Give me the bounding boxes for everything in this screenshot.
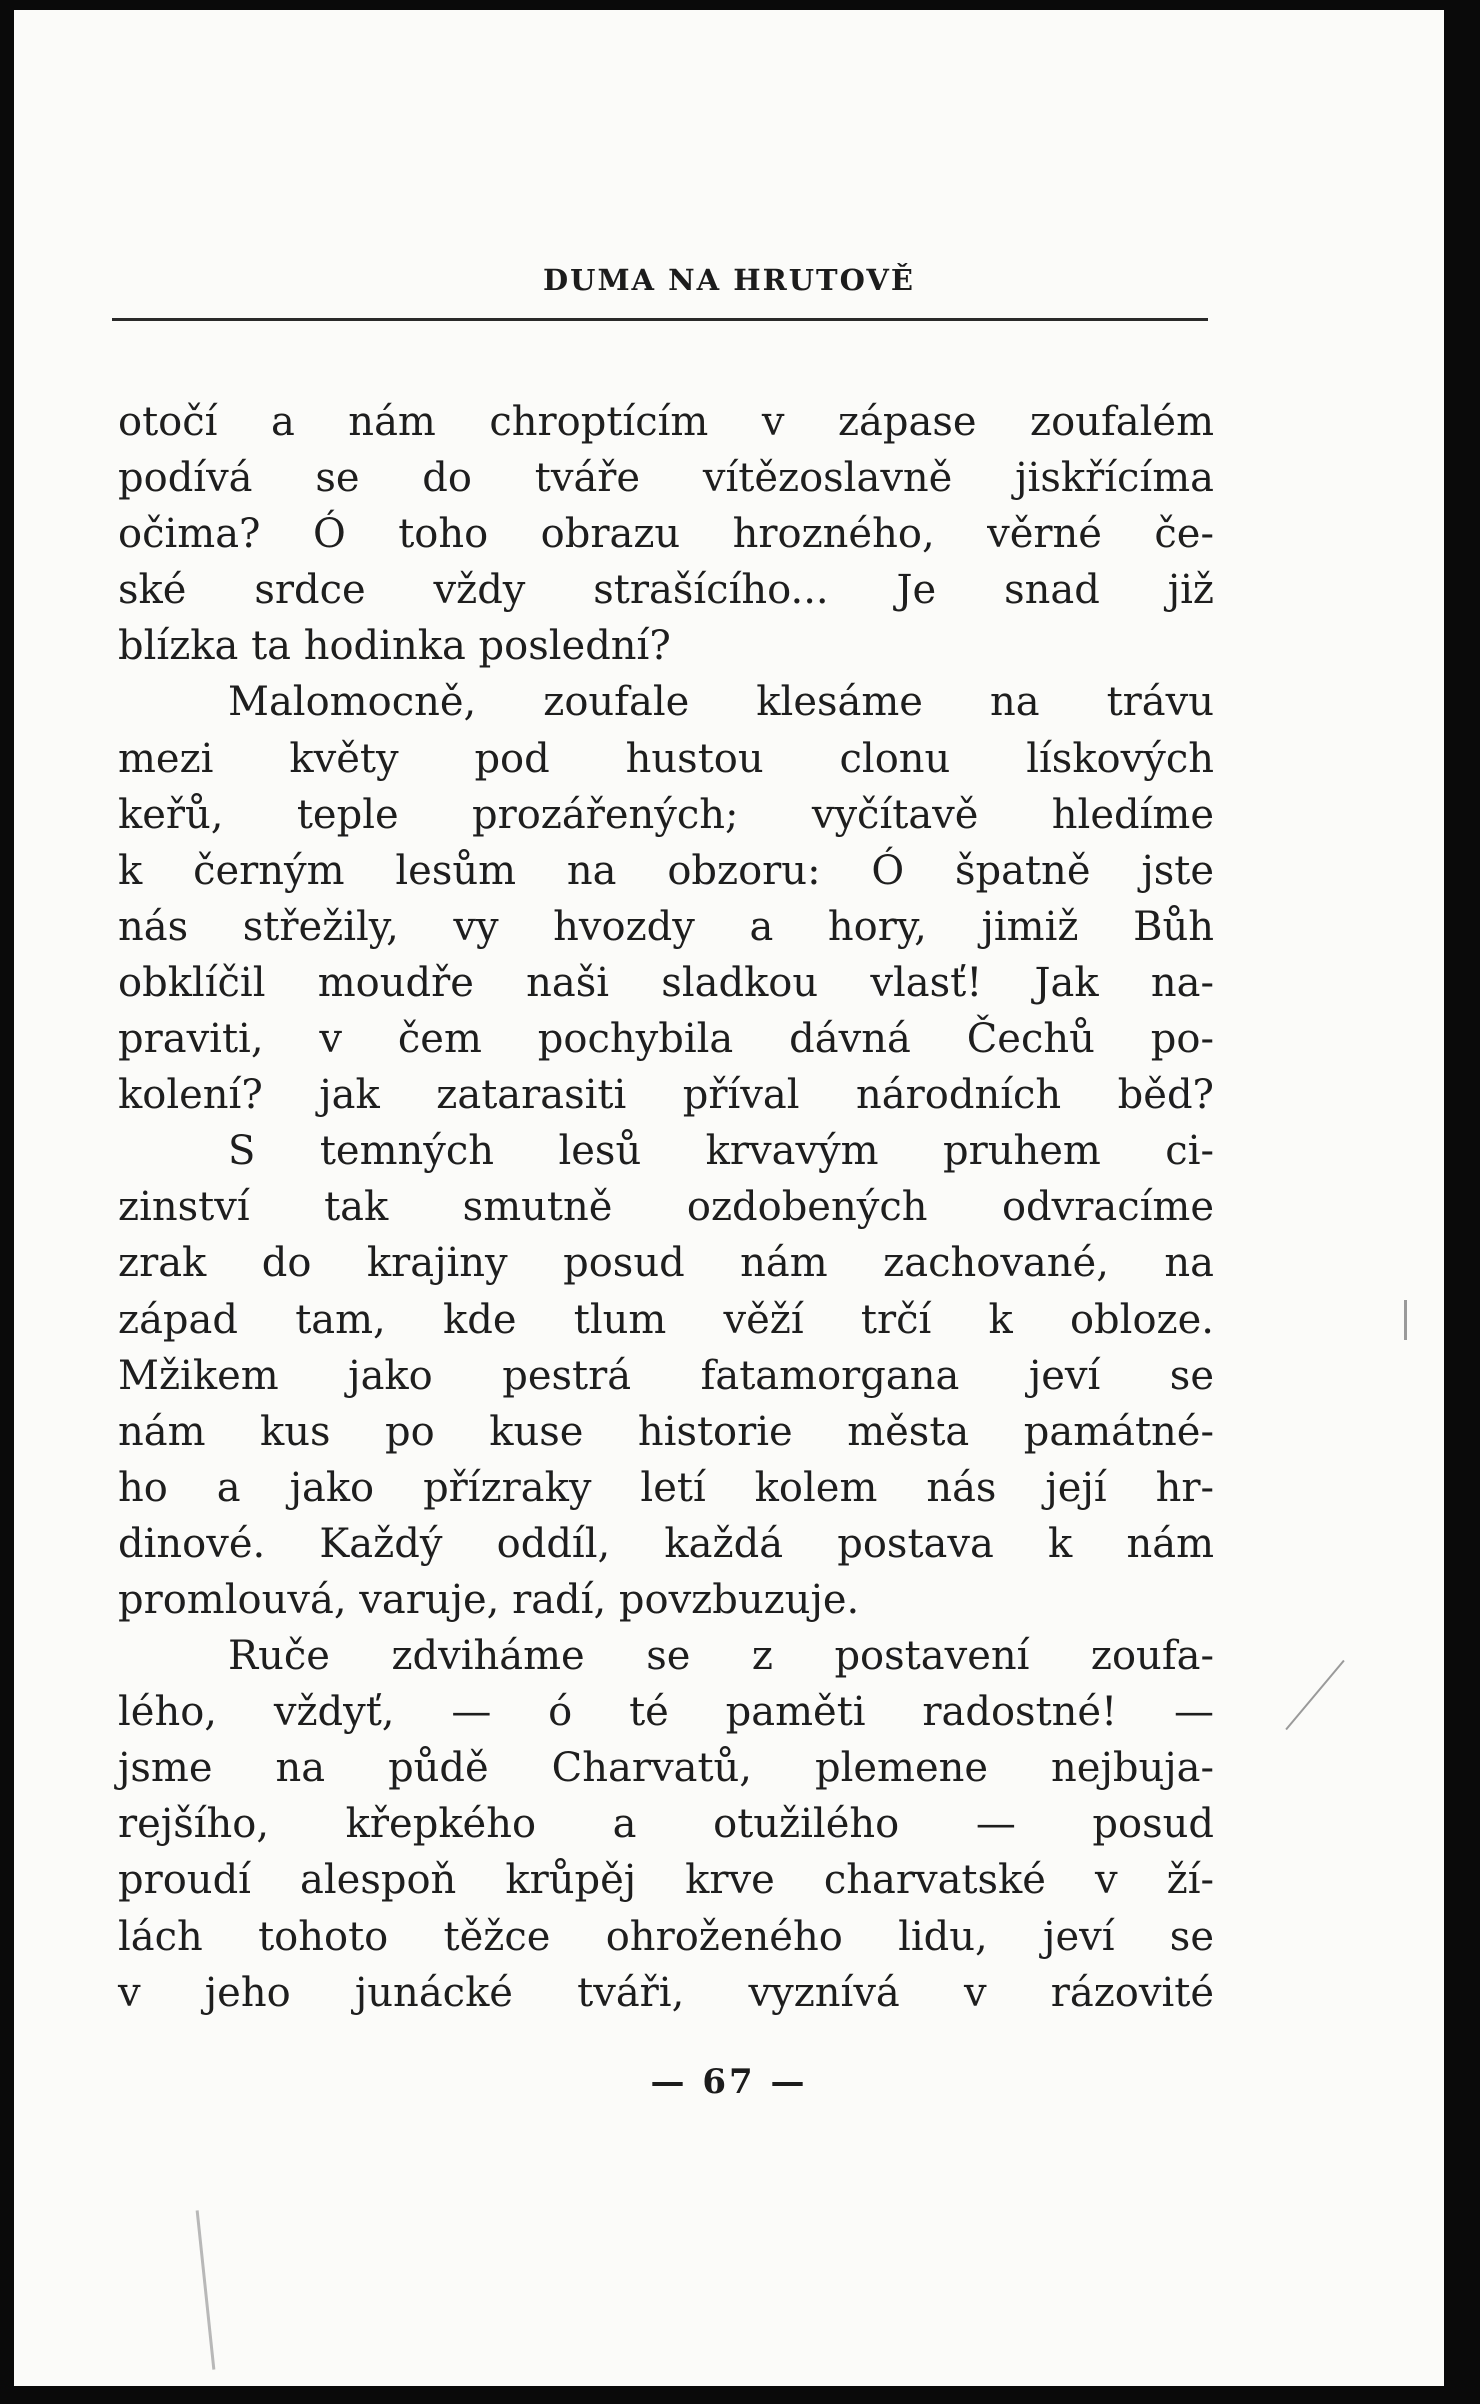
text-line: zinství tak smutně ozdobených odvracíme — [118, 1184, 1214, 1231]
text-line: promlouvá, varuje, radí, povzbuzuje. — [118, 1576, 860, 1623]
page-number: — 67 — — [650, 2062, 808, 2102]
text-line: západ tam, kde tlum věží trčí k obloze. — [118, 1296, 1214, 1343]
text-line: keřů, teple prozářených; vyčítavě hledíme — [118, 791, 1214, 838]
text-line: ho a jako přízraky letí kolem nás její hr- — [118, 1464, 1214, 1511]
header-rule — [112, 318, 1208, 321]
text-line: nás střežily, vy hvozdy a hory, jimiž Bůh — [118, 903, 1214, 950]
text-line: očima? Ó toho obrazu hrozného, věrné če- — [118, 511, 1214, 558]
text-line: nám kus po kuse historie města památné- — [118, 1408, 1214, 1455]
text-line: podívá se do tváře vítězoslavně jiskřícíma — [118, 455, 1214, 502]
book-page — [14, 10, 1444, 2386]
text-line: blízka ta hodinka poslední? — [118, 623, 671, 670]
text-line: mezi květy pod hustou clonu lískových — [118, 735, 1214, 782]
text-line: obklíčil moudře naši sladkou vlasť! Jak na- — [118, 959, 1214, 1006]
text-line: v jeho junácké tváři, vyznívá v rázovité — [118, 1969, 1214, 2016]
body-text — [118, 394, 1214, 2021]
text-line: S temných lesů krvavým pruhem ci- — [228, 1128, 1214, 1175]
text-line: lého, vždyť, — ó té paměti radostné! — — [118, 1689, 1214, 1736]
text-line: zrak do krajiny posud nám zachované, na — [118, 1240, 1214, 1287]
text-line: proudí alespoň krůpěj krve charvatské v ží- — [118, 1857, 1214, 1904]
text-line: k černým lesům na obzoru: Ó špatně jste — [118, 847, 1214, 894]
scan-mark — [1404, 1300, 1407, 1340]
text-line: Ruče zdviháme se z postavení zoufa- — [228, 1633, 1214, 1680]
text-line: praviti, v čem pochybila dávná Čechů po- — [118, 1016, 1214, 1063]
text-line: dinové. Každý oddíl, každá postava k nám — [118, 1520, 1214, 1567]
text-line: otočí a nám chroptícím v zápase zoufalém — [118, 399, 1214, 445]
text-line: rejšího, křepkého a otužilého — posud — [118, 1801, 1214, 1848]
running-head: DUMA NA HRUTOVĚ — [543, 263, 915, 297]
text-line: kolení? jak zatarasiti příval národních běd? — [118, 1072, 1214, 1119]
text-line: Mžikem jako pestrá fatamorgana jeví se — [118, 1352, 1214, 1399]
scan-mark — [196, 2210, 216, 2369]
text-line: jsme na půdě Charvatů, plemene nejbuja- — [118, 1745, 1214, 1792]
scan-mark — [1285, 1660, 1344, 1730]
text-line: lách tohoto těžce ohroženého lidu, jeví se — [118, 1913, 1214, 1960]
text-line: ské srdce vždy strašícího... Je snad již — [118, 567, 1214, 614]
text-line: Malomocně, zoufale klesáme na trávu — [228, 679, 1214, 726]
